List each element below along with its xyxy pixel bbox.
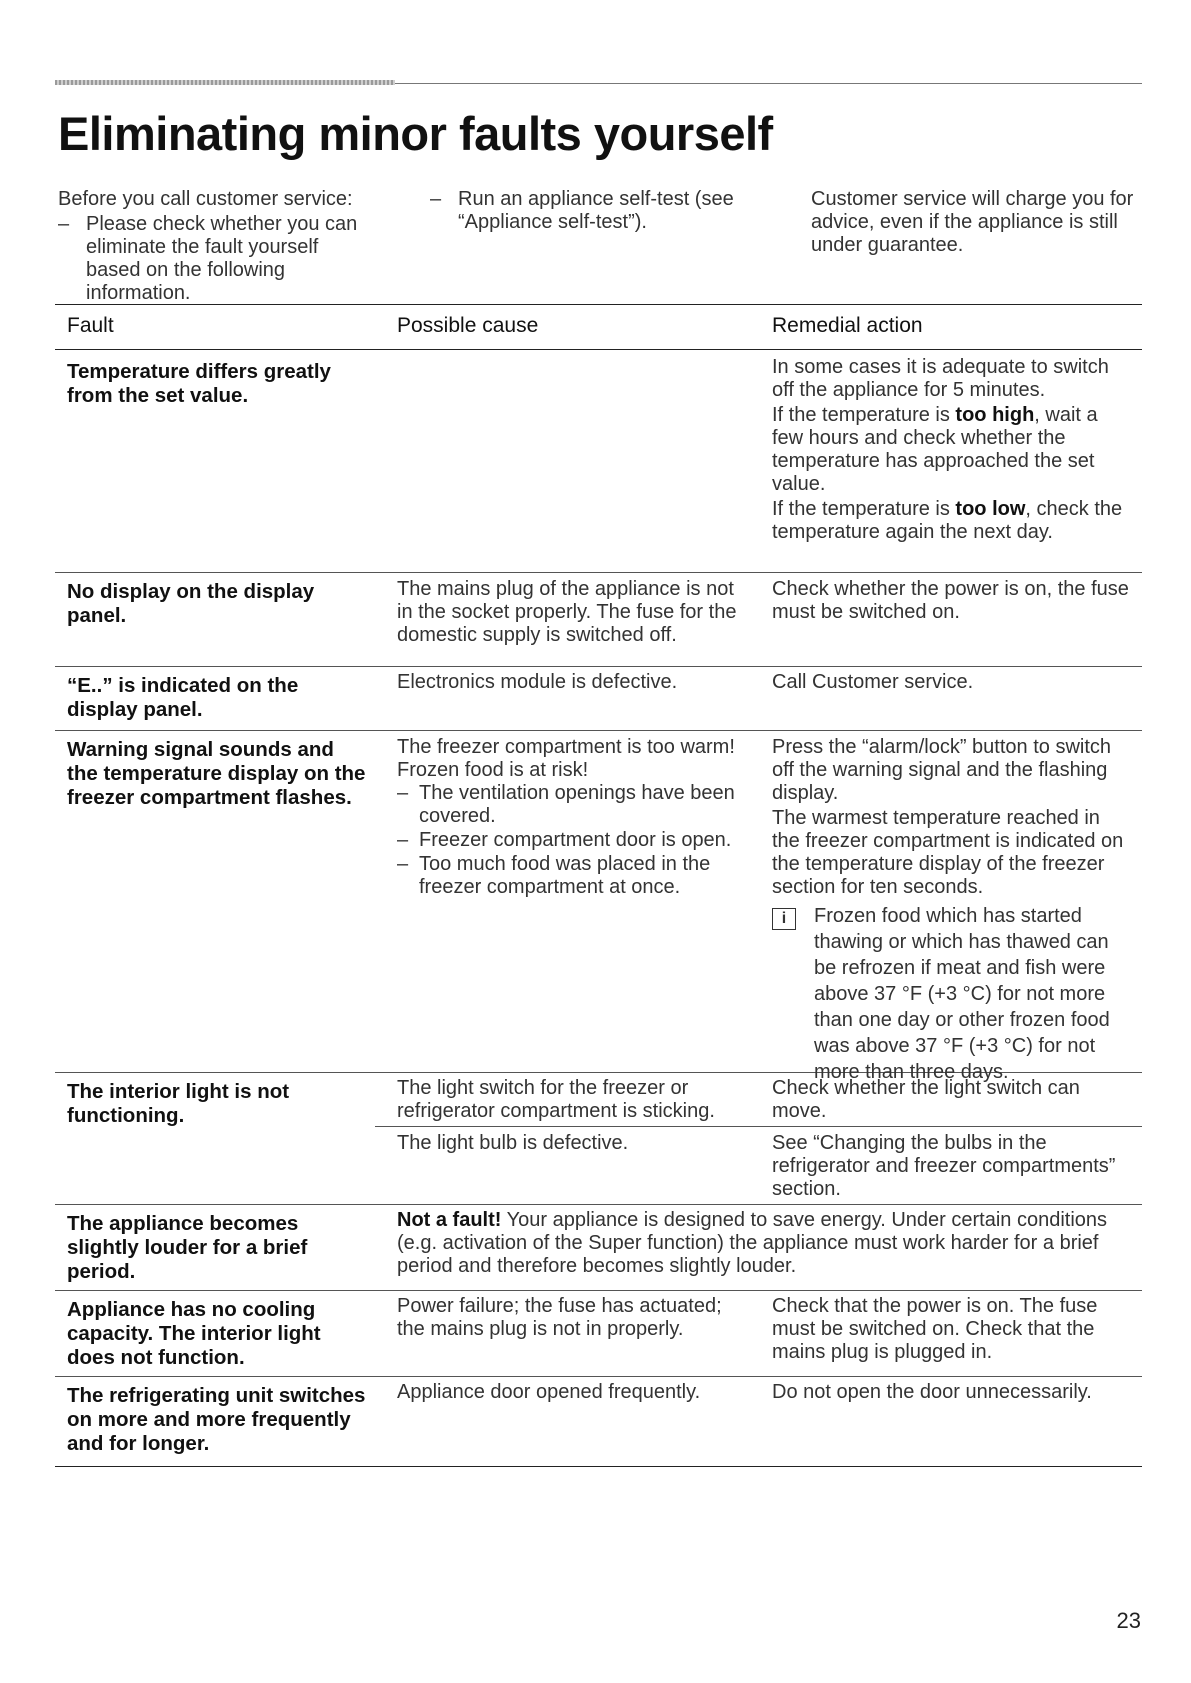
cause-text: Electronics module is defective.	[397, 671, 678, 693]
table-row	[55, 572, 1142, 667]
fault-text: “E..” is indicated on the display panel.	[67, 674, 299, 721]
remedy-text: See “Changing the bulbs in the refrigerator and freezer compartments” section.	[772, 1132, 1116, 1200]
intro-col-3	[811, 188, 1146, 257]
intro-list-item: – Please check whether you can eliminate the fault yourself based on the following information.	[58, 213, 358, 304]
list-item: – Freezer compartment door is open.	[397, 829, 732, 851]
fault-text: Temperature differs greatly from the set value.	[67, 360, 331, 407]
fault-text: The refrigerating unit switches on more and more frequently and for longer.	[67, 1384, 366, 1455]
remedy-text: Check whether the light switch can move.	[772, 1077, 1080, 1122]
header-remedy: Remedial action	[772, 314, 923, 337]
row-divider	[375, 1126, 1142, 1127]
intro-note: Customer service will charge you for advice, even if the appliance is still under guarantee.	[811, 188, 1134, 256]
table-row	[55, 350, 1142, 573]
header-decor-bar	[55, 80, 395, 85]
cause-text: The mains plug of the appliance is not in the socket properly. The fuse for the domestic supply is switched off.	[397, 578, 737, 646]
intro-list-item: – Run an appliance self-test (see “Appliance self-test”).	[430, 188, 734, 233]
fault-text: The interior light is not functioning.	[67, 1080, 290, 1127]
remedy-text: In some cases it is adequate to switch off the appliance for 5 minutes. If the temperature is too high, wait a few hours and check whether the temperature has approached the set value. If the temperature is too low, check the temperature again the next day.	[772, 356, 1123, 543]
table-row	[55, 1204, 1142, 1291]
list-item: – Too much food was placed in the freezer compartment at once.	[397, 853, 711, 898]
cause-text: The light switch for the freezer or refrigerator compartment is sticking.	[397, 1077, 715, 1122]
intro-col-2	[430, 188, 740, 234]
cause-text: Power failure; the fuse has actuated; the mains plug is not in properly.	[397, 1295, 722, 1340]
remedy-text: Call Customer service.	[772, 671, 974, 693]
remedy-text: Press the “alarm/lock” button to switch off the warning signal and the flashing display. The warmest temperature reached in the freezer compartment is indicated on the temperature display of the freezer section for ten seconds. i Frozen food which has started thawing or which has thawed can be refrozen if meat and fish were above 37 °F (+3 °C) for not more than one day or other frozen food was above 37 °F (+3 °C) for not more than three days.	[772, 736, 1132, 1085]
table-row	[55, 1376, 1142, 1467]
fault-text: The appliance becomes slightly louder for a brief period.	[67, 1212, 308, 1283]
list-item: – The ventilation openings have been covered.	[397, 782, 735, 827]
cause-text: The freezer compartment is too warm! Frozen food is at risk! – The ventilation openings have been covered. – Freezer compartment door is open. – Too much food was placed in the freezer compartment at once.	[397, 736, 737, 900]
fault-text: Warning signal sounds and the temperature display on the freezer compartment flashes.	[67, 738, 366, 809]
page-title: Eliminating minor faults yourself	[58, 107, 773, 160]
remedy-text: Check that the power is on. The fuse must be switched on. Check that the mains plug is plugged in.	[772, 1295, 1098, 1363]
info-icon: i	[772, 908, 796, 930]
cause-list	[397, 782, 737, 899]
table-row	[55, 666, 1142, 731]
header-rule	[395, 83, 1142, 84]
note-text: Not a fault! Your appliance is designed to save energy. Under certain conditions (e.g. activation of the Super function) the appliance must work harder for a brief period and therefore becomes slightly louder.	[397, 1209, 1108, 1277]
intro-heading: Before you call customer service:	[58, 188, 353, 210]
remedy-text: Check whether the power is on, the fuse must be switched on.	[772, 578, 1129, 623]
table-row	[55, 1290, 1142, 1377]
info-note: i Frozen food which has started thawing or which has thawed can be refrozen if meat and fish were above 37 °F (+3 °C) for not more than one day or other frozen food was above 37 °F (+3 °C) for not more than three days.	[772, 903, 1132, 1085]
cause-text: Appliance door opened frequently.	[397, 1381, 701, 1403]
table-row	[55, 1072, 1142, 1205]
page-number: 23	[1116, 1608, 1141, 1633]
header-fault: Fault	[67, 314, 114, 337]
header-cause: Possible cause	[397, 314, 539, 337]
fault-text: No display on the display panel.	[67, 580, 315, 627]
table-header	[55, 304, 1142, 350]
fault-text: Appliance has no cooling capacity. The interior light does not function.	[67, 1298, 321, 1369]
intro-col-1	[58, 188, 378, 305]
table-row	[55, 730, 1142, 1083]
cause-text: The light bulb is defective.	[397, 1132, 629, 1154]
remedy-text: Do not open the door unnecessarily.	[772, 1381, 1092, 1403]
